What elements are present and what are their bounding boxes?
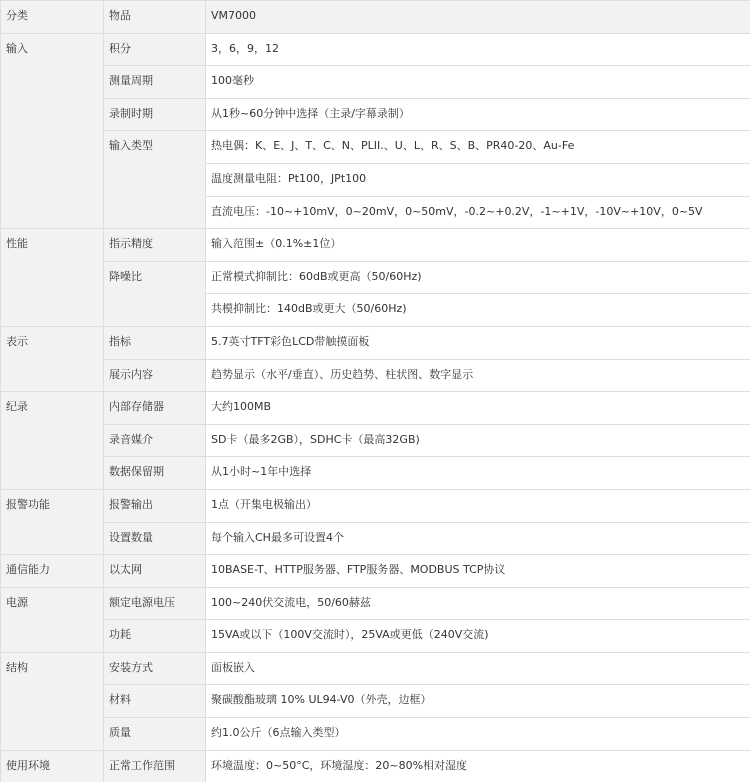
header-item: 物品	[104, 1, 206, 34]
category-cell: 通信能力	[1, 555, 104, 588]
value-cell: 聚碳酸酯玻璃 10% UL94-V0（外壳，边框）	[206, 685, 750, 718]
value-cell: 从1小时~1年中选择	[206, 457, 750, 490]
item-cell: 报警输出	[104, 489, 206, 522]
item-cell: 内部存储器	[104, 392, 206, 425]
category-cell: 使用环境	[1, 750, 104, 782]
value-cell: 15VA或以下（100V交流时），25VA或更低（240V交流)	[206, 620, 750, 653]
value-cell: 每个输入CH最多可设置4个	[206, 522, 750, 555]
item-cell: 测量周期	[104, 66, 206, 99]
value-cell: 面板嵌入	[206, 652, 750, 685]
table-row	[1, 326, 750, 359]
value-cell: 温度测量电阻：Pt100，JPt100	[206, 163, 750, 196]
table-row	[1, 620, 750, 653]
value-cell: 100毫秒	[206, 66, 750, 99]
item-cell: 以太网	[104, 555, 206, 588]
item-cell: 正常工作范围	[104, 750, 206, 782]
table-row	[1, 424, 750, 457]
item-cell: 指示精度	[104, 229, 206, 262]
table-row	[1, 750, 750, 782]
value-cell: 环境温度：0~50°C，环境湿度：20~80%相对湿度	[206, 750, 750, 782]
table-row	[1, 66, 750, 99]
table-row	[1, 392, 750, 425]
value-cell: SD卡（最多2GB），SDHC卡（最高32GB)	[206, 424, 750, 457]
table-row	[1, 587, 750, 620]
value-cell: 共模抑制比：140dB或更大（50/60Hz)	[206, 294, 750, 327]
value-cell: 输入范围±（0.1%±1位）	[206, 229, 750, 262]
table-header-row	[1, 1, 750, 34]
value-cell: 10BASE-T、HTTP服务器、FTP服务器、MODBUS TCP协议	[206, 555, 750, 588]
table-row	[1, 131, 750, 164]
category-cell: 表示	[1, 326, 104, 391]
value-cell: 热电偶：K、E、J、T、C、N、PLII.、U、L、R、S、B、PR40-20、Au-Fe	[206, 131, 750, 164]
item-cell: 数据保留期	[104, 457, 206, 490]
table-row	[1, 229, 750, 262]
table-row	[1, 98, 750, 131]
item-cell: 质量	[104, 718, 206, 751]
value-cell: 直流电压：-10~+10mV，0~20mV，0~50mV，-0.2~+0.2V，-1~+1V，-10V~+10V，0~5V	[206, 196, 750, 229]
table-row	[1, 718, 750, 751]
category-cell: 结构	[1, 652, 104, 750]
category-cell: 纪录	[1, 392, 104, 490]
value-cell: 3，6，9，12	[206, 33, 750, 66]
value-cell: 100~240伏交流电，50/60赫兹	[206, 587, 750, 620]
value-cell: 从1秒~60分钟中选择（主录/字幕录制）	[206, 98, 750, 131]
item-cell: 功耗	[104, 620, 206, 653]
item-cell: 积分	[104, 33, 206, 66]
item-cell: 设置数量	[104, 522, 206, 555]
value-cell: 趋势显示（水平/垂直）、历史趋势、柱状图、数字显示	[206, 359, 750, 392]
table-row	[1, 261, 750, 294]
item-cell: 输入类型	[104, 131, 206, 229]
value-cell: 5.7英寸TFT彩色LCD带触摸面板	[206, 326, 750, 359]
header-model: VM7000	[206, 1, 750, 34]
item-cell: 额定电源电压	[104, 587, 206, 620]
header-category: 分类	[1, 1, 104, 34]
item-cell: 指标	[104, 326, 206, 359]
category-cell: 性能	[1, 229, 104, 327]
table-row	[1, 33, 750, 66]
item-cell: 材料	[104, 685, 206, 718]
item-cell: 安装方式	[104, 652, 206, 685]
category-cell: 输入	[1, 33, 104, 229]
item-cell: 展示内容	[104, 359, 206, 392]
value-cell: 1点（开集电极输出）	[206, 489, 750, 522]
value-cell: 约1.0公斤（6点输入类型）	[206, 718, 750, 751]
item-cell: 录制时期	[104, 98, 206, 131]
table-row	[1, 359, 750, 392]
table-row	[1, 489, 750, 522]
table-row	[1, 457, 750, 490]
category-cell: 报警功能	[1, 489, 104, 554]
table-row	[1, 522, 750, 555]
table-row	[1, 555, 750, 588]
table-row	[1, 685, 750, 718]
item-cell: 录音媒介	[104, 424, 206, 457]
item-cell: 降噪比	[104, 261, 206, 326]
value-cell: 大约100MB	[206, 392, 750, 425]
category-cell: 电源	[1, 587, 104, 652]
table-row	[1, 652, 750, 685]
spec-table-body	[1, 1, 750, 782]
value-cell: 正常模式抑制比：60dB或更高（50/60Hz)	[206, 261, 750, 294]
